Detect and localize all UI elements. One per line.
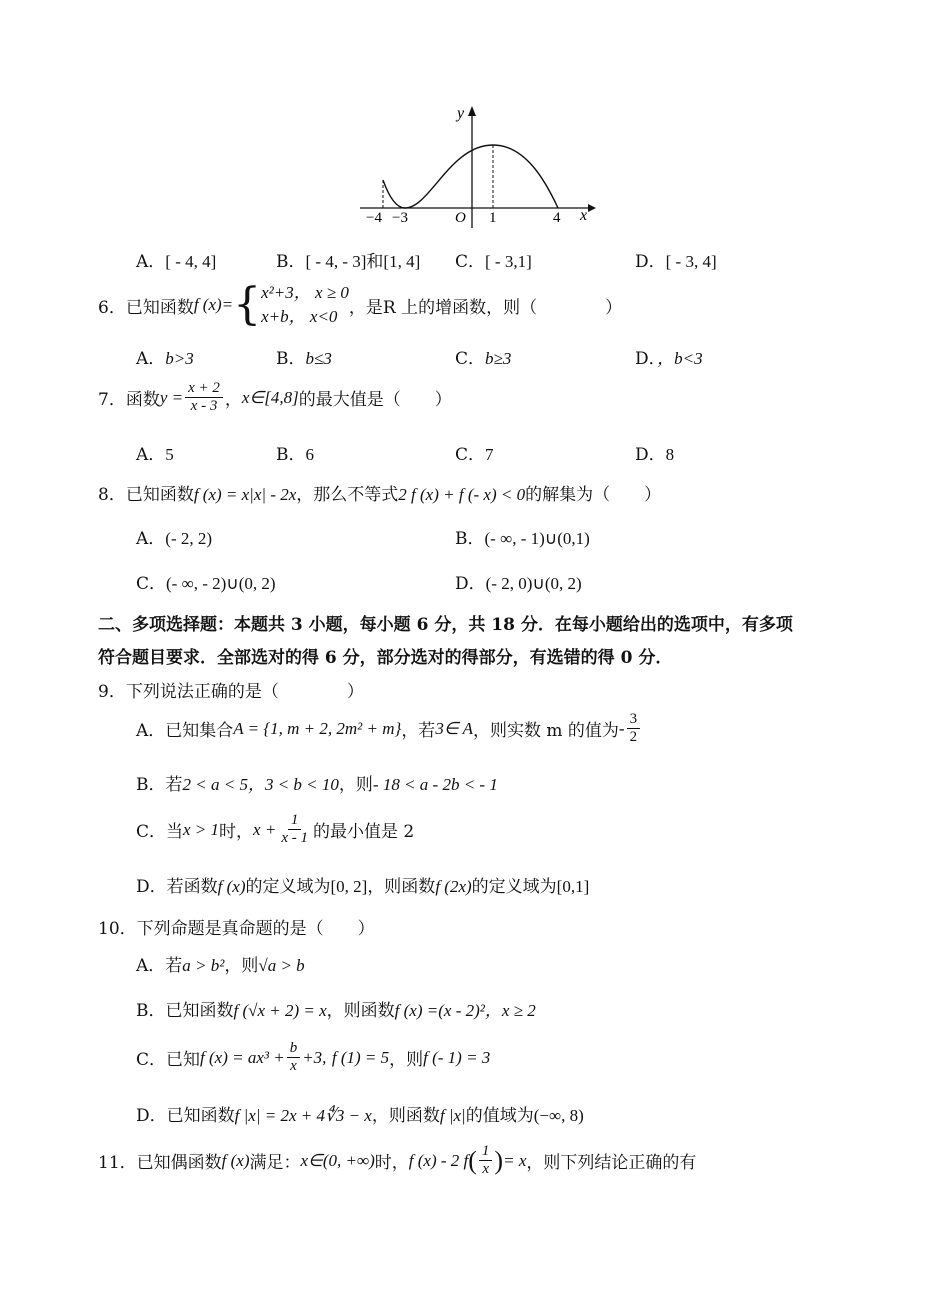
tick-neg4: −4 [366, 210, 382, 226]
q10-option-b: B．已知函数f (√x + 2) = x，则函数f (x) =(x - 2)²，x ≥ 2 [136, 1001, 536, 1021]
q7-option-d: D．8 [635, 445, 675, 465]
q7-stem: 7． 函数 y = $\frac{x + 2}{x - 3}$ ， x∈[4,8] 的最大值是（ ） [98, 380, 452, 414]
q8-stem: 8．已知函数f (x) = x|x| - 2x，那么不等式2 f (x) + f (- x) < 0的解集为（ ） [98, 485, 662, 505]
q9-option-c: C． 当 x > 1 时， x + $\frac{1}{x - 1}$ 的最小值是 2 [136, 812, 415, 846]
function-graph [350, 100, 600, 230]
q6-option-a: A．b>3 [136, 349, 194, 369]
q10-option-d: D．已知函数f |x| = 2x + 4∜3 − x，则函数f |x|的值域为(−∞, 8) [136, 1106, 584, 1126]
y-label: y [457, 105, 465, 122]
q7-option-b: B．6 [276, 445, 314, 465]
q8-option-c: C．(- ∞, - 2)∪(0, 2) [136, 574, 276, 594]
q10-stem: 10．下列命题是真命题的是（ ） [98, 919, 375, 939]
q7-option-a: A．5 [136, 445, 174, 465]
q6-option-c: C．b≥3 [455, 349, 512, 369]
q6-option-b: B．b≤3 [276, 349, 332, 369]
q8-option-a: A．(- 2, 2) [136, 529, 213, 549]
q5-option-a: A．[ - 4, 4] [136, 252, 217, 272]
q9-stem: 9．下列说法正确的是（ ） [98, 682, 364, 702]
q6-stem: 6． 已知函数 f (x)= { x²+3， x ≥ 0 x+b， x<0 ，是R 上的增函数，则（ ） [98, 279, 623, 330]
q7-option-c: C．7 [455, 445, 494, 465]
tick-4: 4 [553, 210, 561, 226]
q5-option-c: C．[ - 3,1] [455, 252, 532, 272]
q10-option-a: A．若a > b²，则√a > b [136, 956, 305, 976]
section2-heading-line1: 二、多项选择题：本题共 3 小题，每小题 6 分，共 18 分．在每小题给出的选项中，有多项 [98, 615, 793, 635]
q5-option-d: D．[ - 3, 4] [635, 252, 717, 272]
x-label: x [580, 207, 588, 224]
q9-option-d: D．若函数f (x)的定义域为[0, 2]，则函数f (2x)的定义域为[0,1] [136, 877, 590, 897]
section2-heading-line2: 符合题目要求．全部选对的得 6 分，部分选对的得部分，有选错的得 0 分． [98, 648, 673, 668]
x-axis-arrow [588, 204, 596, 212]
q10-option-c: C． 已知 f (x) = ax³ + $\frac{b}{x}$ +3, f (1) = 5 ，则 f (- 1) = 3 [136, 1040, 491, 1074]
q8-option-b: B．(- ∞, - 1)∪(0,1) [455, 529, 590, 549]
y-axis-arrow [468, 106, 476, 116]
q5-option-b: B．[ - 4, - 3]和[1, 4] [276, 252, 421, 272]
q8-option-d: D．(- 2, 0)∪(0, 2) [455, 574, 582, 594]
q6-option-d: D．，b<3 [635, 349, 703, 369]
curve [383, 145, 558, 208]
tick-1: 1 [489, 210, 497, 226]
origin-label: O [455, 210, 466, 226]
tick-neg3: −3 [392, 210, 408, 226]
q9-option-b: B．若2 < a < 5，3 < b < 10，则- 18 < a - 2b < - 1 [136, 775, 498, 795]
q11-stem: 11． 已知偶函数 f (x) 满足： x∈(0, +∞) 时， f (x) - 2 f ( $\frac{1}{x}$ ) = x ，则下列结论正确的有 [98, 1143, 697, 1177]
q9-option-a: A． 已知集合 A = {1, m + 2, 2m² + m} ，若 3∈ A ，则实数 m 的值为 - $\frac{3}{2}$ [136, 711, 642, 746]
